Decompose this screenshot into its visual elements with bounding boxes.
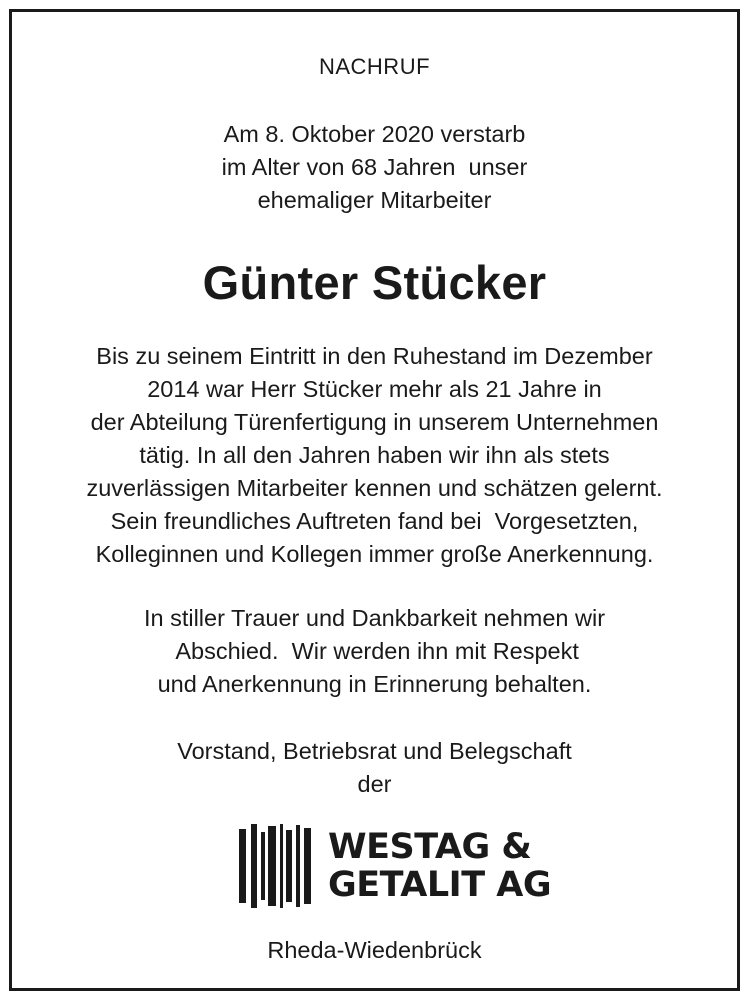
notice-heading: NACHRUF [318, 54, 431, 79]
signoff-line: der [357, 771, 392, 797]
tribute-text [12, 340, 737, 571]
tribute-line: Sein freundliches Auftreten fand bei Vorgesetzten, [110, 508, 639, 534]
company-name-line: WESTAG & [328, 827, 532, 867]
signoff-line: Vorstand, Betriebsrat und Belegschaft [177, 738, 572, 764]
tribute-line: tätig. In all den Jahren haben wir ihn als stets [139, 442, 610, 468]
tribute-line: 2014 war Herr Stücker mehr als 21 Jahre in [147, 376, 602, 402]
closing-line: und Anerkennung in Erinnerung behalten. [157, 671, 592, 697]
deceased-name: Günter Stücker [202, 256, 547, 309]
tribute-line: Bis zu seinem Eintritt in den Ruhestand im Dezember [96, 343, 653, 369]
signoff-text [12, 735, 737, 801]
company-city: Rheda-Wiedenbrück [267, 937, 482, 963]
closing-text [12, 602, 737, 701]
intro-line: im Alter von 68 Jahren unser [221, 154, 528, 180]
obituary-frame [9, 9, 740, 991]
westag-barcode-logo-icon [239, 824, 313, 908]
tribute-line: zuverlässigen Mitarbeiter kennen und schätzen gelernt. [86, 475, 663, 501]
tribute-line: Kolleginnen und Kollegen immer große Anerkennung. [95, 541, 654, 567]
tribute-line: der Abteilung Türenfertigung in unserem Unternehmen [90, 409, 659, 435]
company-logo [239, 824, 552, 908]
closing-line: In stiller Trauer und Dankbarkeit nehmen wir [143, 605, 606, 631]
company-name [328, 828, 551, 904]
intro-line: Am 8. Oktober 2020 verstarb [223, 121, 526, 147]
company-name-line: GETALIT AG [328, 865, 552, 905]
intro-line: ehemaliger Mitarbeiter [257, 187, 492, 213]
intro-text [12, 118, 737, 217]
closing-line: Abschied. Wir werden ihn mit Respekt [170, 638, 579, 664]
